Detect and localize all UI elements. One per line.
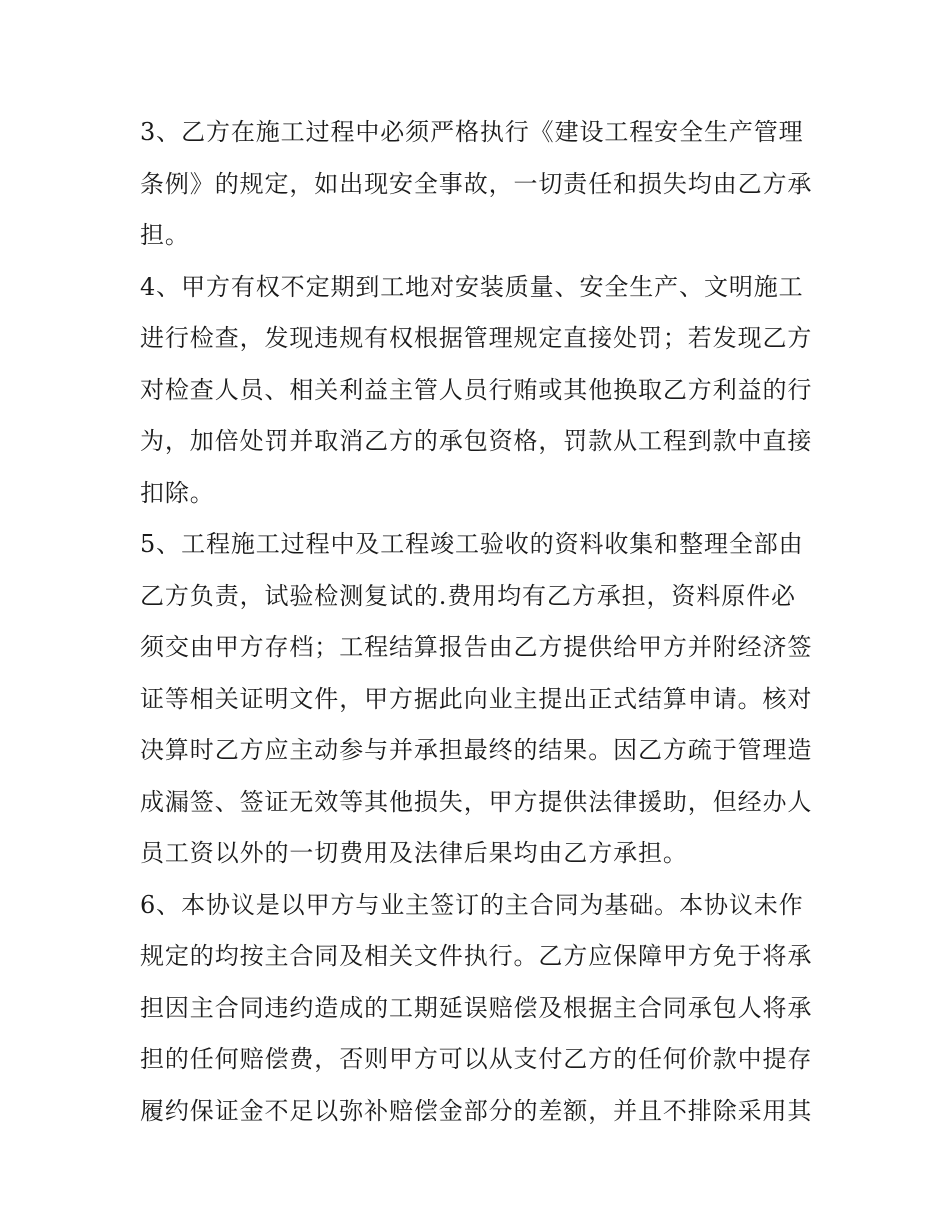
text-line: 乙方负责，试验检测复试的.费用均有乙方承担，资料原件必 (140, 581, 796, 610)
text-line: 对检查人员、相关利益主管人员行贿或其他换取乙方利益的行 (140, 375, 813, 404)
text-line: 规定的均按主合同及相关文件执行。乙方应保障甲方免于将承 (140, 942, 813, 970)
document-body (140, 107, 820, 1137)
text-line: 成漏签、签证无效等其他损失，甲方提供法律援助，但经办人 (140, 787, 813, 816)
text-line: 4、甲方有权不定期到工地对安装质量、安全生产、文明施工 (140, 272, 804, 301)
text-line: 扣除。 (140, 478, 215, 507)
text-line: 6、本协议是以甲方与业主签订的主合同为基础。本协议未作 (140, 890, 804, 919)
text-line: 担的任何赔偿费，否则甲方可以从支付乙方的任何价款中提存 (140, 1045, 813, 1073)
text-line: 为，加倍处罚并取消乙方的承包资格，罚款从工程到款中直接 (140, 427, 813, 455)
text-line: 3、乙方在施工过程中必须严格执行《建设工程安全生产管理 (140, 118, 804, 146)
text-line: 须交由甲方存档；工程结算报告由乙方提供给甲方并附经济签 (140, 633, 813, 661)
text-line: 员工资以外的一切费用及法律后果均由乙方承担。 (140, 839, 688, 867)
text-line: 担因主合同违约造成的工期延误赔偿及根据主合同承包人将承 (140, 993, 813, 1022)
text-line: 5、工程施工过程中及工程竣工验收的资料收集和整理全部由 (140, 530, 804, 558)
text-line: 履约保证金不足以弥补赔偿金部分的差额，并且不排除采用其 (140, 1096, 813, 1125)
text-line: 决算时乙方应主动参与并承担最终的结果。因乙方疏于管理造 (140, 736, 813, 764)
text-line: 担。 (140, 221, 190, 249)
text-line: 条例》的规定，如出现安全事故，一切责任和损失均由乙方承 (140, 169, 813, 198)
text-line: 进行检查，发现违规有权根据管理规定直接处罚；若发现乙方 (140, 324, 813, 352)
text-line: 证等相关证明文件，甲方据此向业主提出正式结算申请。核对 (140, 684, 813, 713)
